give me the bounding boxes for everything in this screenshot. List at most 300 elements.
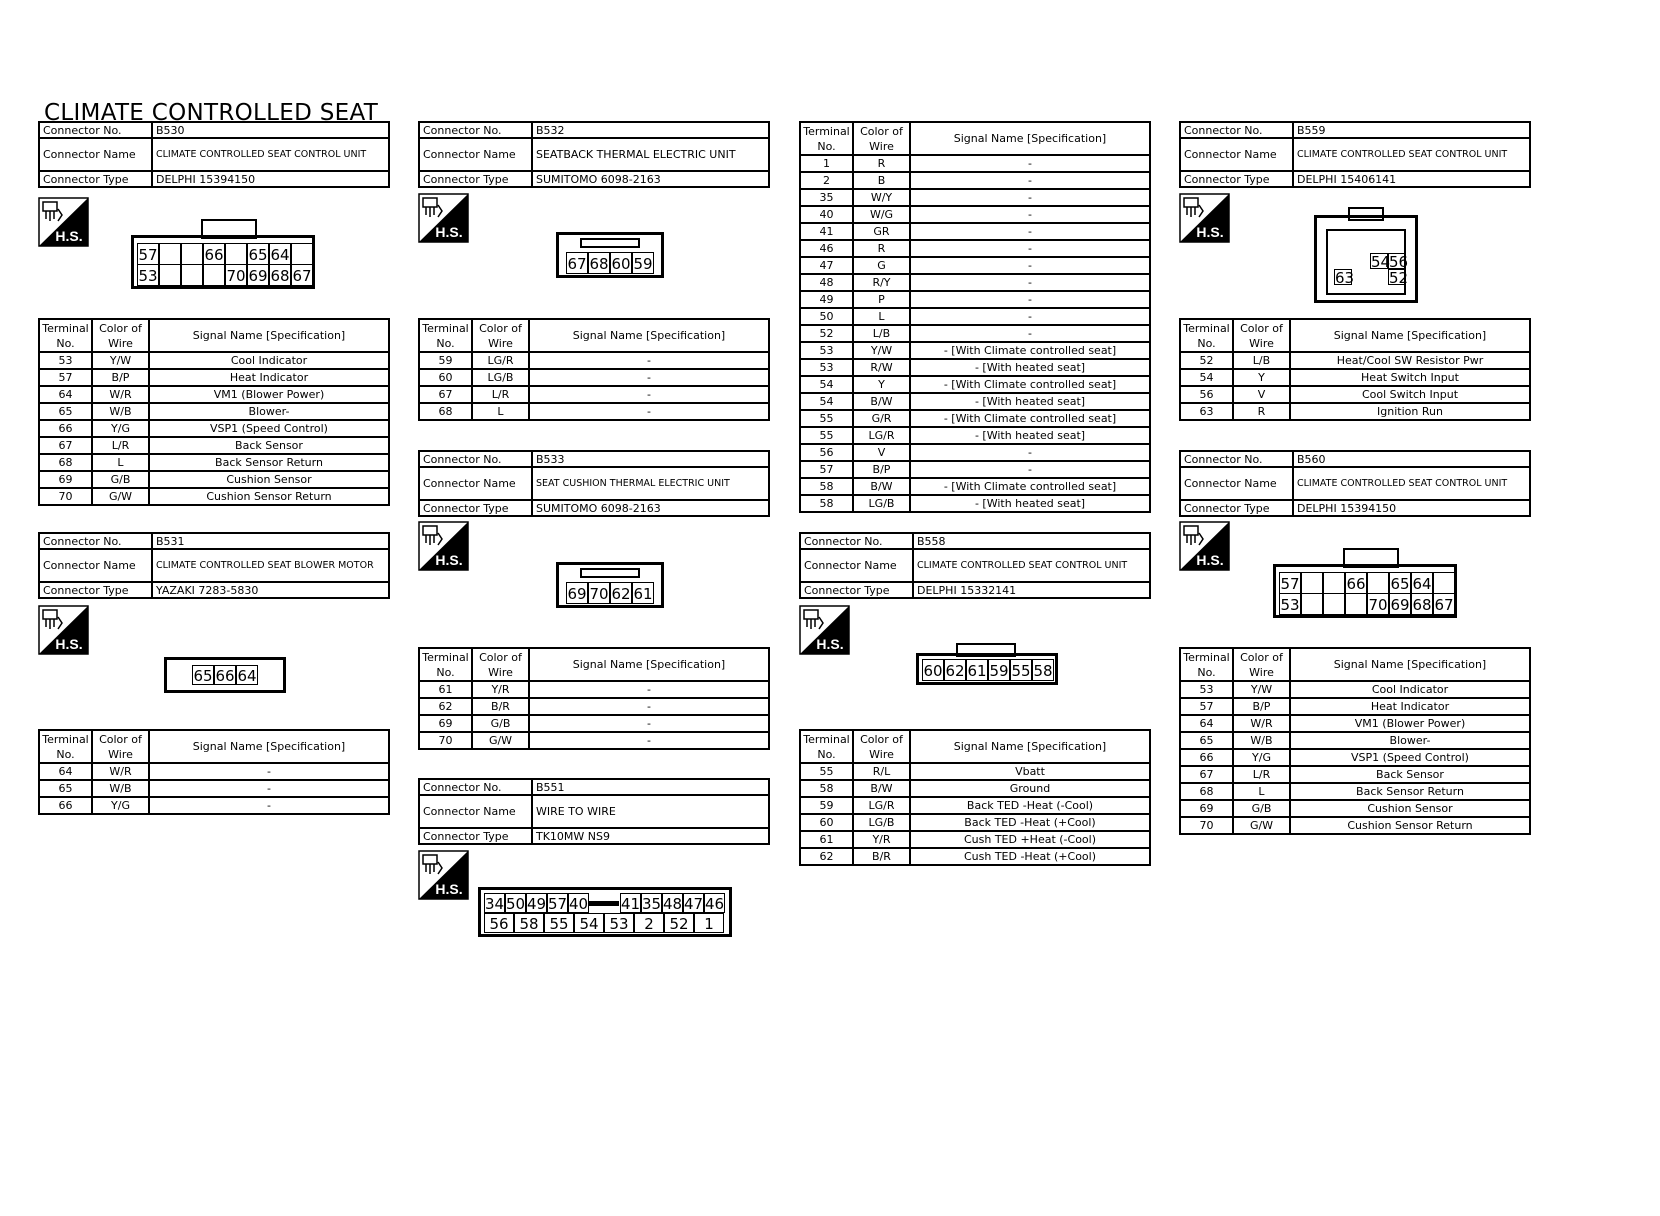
label-connector-no: Connector No. — [419, 122, 532, 138]
table-row — [800, 240, 1150, 257]
wire-color-cell: B/R — [472, 698, 529, 715]
connector-name: CLIMATE CONTROLLED SEAT CONTROL UNIT — [152, 138, 389, 171]
terminal-table-b558 — [799, 729, 1151, 866]
terminal-no-cell: 70 — [419, 732, 472, 749]
pin-cell — [291, 243, 313, 265]
table-row — [1180, 403, 1530, 420]
table-row — [39, 369, 389, 386]
wire-color-cell: W/B — [92, 780, 149, 797]
connector-info-b551 — [418, 778, 770, 845]
terminal-no-cell: 67 — [1180, 766, 1233, 783]
header-signal-name: Signal Name [Specification] — [910, 122, 1150, 155]
label-connector-type: Connector Type — [1180, 171, 1293, 187]
signal-name-cell: - — [529, 369, 769, 386]
connector-housing — [580, 568, 640, 578]
terminal-no-cell: 48 — [800, 274, 853, 291]
signal-name-cell: - — [910, 155, 1150, 172]
table-row — [800, 763, 1150, 780]
terminal-no-cell: 1 — [800, 155, 853, 172]
terminal-table-b532 — [418, 318, 770, 421]
signal-name-cell: Blower- — [149, 403, 389, 420]
connector-no: B558 — [913, 533, 1150, 549]
connector-face-b530 — [131, 219, 317, 289]
signal-name-cell: - — [910, 291, 1150, 308]
table-row — [1180, 681, 1530, 698]
wire-color-cell: LG/B — [472, 369, 529, 386]
wire-color-cell: Y/W — [92, 352, 149, 369]
table-row — [800, 427, 1150, 444]
table-row — [800, 223, 1150, 240]
header-color-of-wire: Color of Wire — [853, 122, 910, 155]
terminal-no-cell: 65 — [39, 780, 92, 797]
page-title: CLIMATE CONTROLLED SEAT — [44, 100, 379, 126]
terminal-no-cell: 47 — [800, 257, 853, 274]
pin-cell — [1323, 572, 1345, 594]
wire-color-cell: B — [853, 172, 910, 189]
wire-color-cell: Y — [853, 376, 910, 393]
header-color-of-wire: Color of Wire — [92, 730, 149, 763]
wire-color-cell: W/Y — [853, 189, 910, 206]
table-row — [419, 698, 769, 715]
hs-badge-text: H.S. — [55, 228, 83, 244]
terminal-no-cell: 40 — [800, 206, 853, 223]
pin-cell: 64 — [1411, 572, 1433, 594]
hs-badge-text: H.S. — [816, 636, 844, 652]
pin-cell — [1301, 572, 1323, 594]
terminal-no-cell: 58 — [800, 780, 853, 797]
terminal-no-cell: 60 — [419, 369, 472, 386]
pin-cell: 52 — [1389, 269, 1409, 287]
signal-name-cell: - [With Climate controlled seat] — [910, 478, 1150, 495]
label-connector-name: Connector Name — [419, 795, 532, 828]
table-row — [800, 257, 1150, 274]
label-connector-no: Connector No. — [39, 533, 152, 549]
signal-name-cell: Heat/Cool SW Resistor Pwr — [1290, 352, 1530, 369]
label-connector-name: Connector Name — [419, 467, 532, 500]
connector-name: SEATBACK THERMAL ELECTRIC UNIT — [532, 138, 769, 171]
terminal-no-cell: 69 — [39, 471, 92, 488]
header-terminal-no: Terminal No. — [800, 730, 853, 763]
connector-type: DELPHI 15394150 — [152, 171, 389, 187]
terminal-no-cell: 57 — [1180, 698, 1233, 715]
terminal-no-cell: 62 — [800, 848, 853, 865]
pin-cell: 49 — [527, 895, 547, 913]
signal-name-cell: - — [529, 403, 769, 420]
pin-cell: 69 — [1389, 593, 1411, 615]
wire-color-cell: G/W — [1233, 817, 1290, 834]
signal-name-cell: - — [910, 189, 1150, 206]
wire-color-cell: L/R — [1233, 766, 1290, 783]
signal-name-cell: Back Sensor Return — [149, 454, 389, 471]
wire-color-cell: G/W — [472, 732, 529, 749]
connector-info-b558 — [799, 532, 1151, 599]
signal-name-cell: - — [529, 732, 769, 749]
wire-color-cell: B/W — [853, 393, 910, 410]
table-row — [39, 454, 389, 471]
pin-cell: 59 — [988, 659, 1010, 681]
terminal-no-cell: 53 — [1180, 681, 1233, 698]
wire-color-cell: L — [1233, 783, 1290, 800]
signal-name-cell: - — [910, 240, 1150, 257]
hs-badge-text: H.S. — [435, 881, 463, 897]
pin-cell: 47 — [684, 895, 704, 913]
table-row — [1180, 386, 1530, 403]
pin-cell: 70 — [1367, 593, 1389, 615]
table-row — [800, 831, 1150, 848]
signal-name-cell: - — [149, 797, 389, 814]
terminal-no-cell: 60 — [800, 814, 853, 831]
pin-cell: 40 — [569, 895, 589, 913]
pin-cell: 65 — [193, 667, 213, 685]
connector-housing — [956, 643, 1016, 657]
wire-color-cell: Y/G — [92, 420, 149, 437]
table-row — [800, 308, 1150, 325]
terminal-no-cell: 66 — [39, 797, 92, 814]
label-connector-type: Connector Type — [39, 171, 152, 187]
pin-cell — [1433, 572, 1455, 594]
table-row — [1180, 766, 1530, 783]
pin-cell: 35 — [642, 895, 662, 913]
label-connector-name: Connector Name — [39, 549, 152, 582]
wire-color-cell: Y/G — [92, 797, 149, 814]
pin-cell: 57 — [137, 243, 159, 265]
pin-cell: 67 — [1433, 593, 1455, 615]
pin-cell: 63 — [1335, 269, 1355, 287]
table-row — [39, 780, 389, 797]
wire-color-cell: B/W — [853, 780, 910, 797]
signal-name-cell: - — [910, 461, 1150, 478]
pin-cell — [159, 243, 181, 265]
pin-cell: 68 — [1411, 593, 1433, 615]
wire-color-cell: Y/W — [853, 342, 910, 359]
pin-cell: 60 — [610, 252, 632, 274]
pin-cell: 55 — [1010, 659, 1032, 681]
wire-color-cell: G/B — [92, 471, 149, 488]
signal-name-cell: Back Sensor — [1290, 766, 1530, 783]
signal-name-cell: Vbatt — [910, 763, 1150, 780]
table-row — [800, 155, 1150, 172]
terminal-table-b533 — [418, 647, 770, 750]
wire-color-cell: W/G — [853, 206, 910, 223]
label-connector-no: Connector No. — [39, 122, 152, 138]
signal-name-cell: Cushion Sensor Return — [1290, 817, 1530, 834]
wire-color-cell: G/W — [92, 488, 149, 505]
pin-cell: 61 — [966, 659, 988, 681]
wire-color-cell: Y — [1233, 369, 1290, 386]
pin-cell — [203, 264, 225, 286]
table-row — [419, 369, 769, 386]
terminal-no-cell: 56 — [800, 444, 853, 461]
label-connector-name: Connector Name — [1180, 467, 1293, 500]
label-connector-type: Connector Type — [419, 171, 532, 187]
pin-cell: 69 — [566, 582, 588, 604]
pin-cell: 67 — [566, 252, 588, 274]
table-row — [800, 376, 1150, 393]
terminal-no-cell: 64 — [39, 386, 92, 403]
terminal-no-cell: 68 — [1180, 783, 1233, 800]
signal-name-cell: - — [910, 223, 1150, 240]
label-connector-no: Connector No. — [419, 779, 532, 795]
terminal-no-cell: 67 — [419, 386, 472, 403]
wire-color-cell: G/B — [472, 715, 529, 732]
connector-name: CLIMATE CONTROLLED SEAT CONTROL UNIT — [1293, 467, 1530, 500]
label-connector-type: Connector Type — [39, 582, 152, 598]
signal-name-cell: Heat Indicator — [1290, 698, 1530, 715]
label-connector-name: Connector Name — [39, 138, 152, 171]
terminal-no-cell: 69 — [419, 715, 472, 732]
connector-no: B551 — [532, 779, 769, 795]
connector-info-b530 — [38, 121, 390, 188]
pin-cell: 64 — [269, 243, 291, 265]
harness-side-icon — [38, 197, 89, 247]
signal-name-cell: Heat Switch Input — [1290, 369, 1530, 386]
connector-no: B560 — [1293, 451, 1530, 467]
header-color-of-wire: Color of Wire — [92, 319, 149, 352]
signal-name-cell: - [With heated seat] — [910, 359, 1150, 376]
header-signal-name: Signal Name [Specification] — [529, 648, 769, 681]
wire-color-cell: V — [853, 444, 910, 461]
label-connector-no: Connector No. — [800, 533, 913, 549]
pin-cell: 54 — [574, 913, 604, 933]
signal-name-cell: Blower- — [1290, 732, 1530, 749]
table-row — [1180, 698, 1530, 715]
pin-cell: 52 — [664, 913, 694, 933]
table-row — [39, 763, 389, 780]
connector-no: B532 — [532, 122, 769, 138]
wire-color-cell: L/B — [853, 325, 910, 342]
signal-name-cell: Cushion Sensor — [149, 471, 389, 488]
terminal-no-cell: 53 — [800, 342, 853, 359]
connector-type: YAZAKI 7283-5830 — [152, 582, 389, 598]
harness-side-icon — [418, 521, 469, 571]
connector-housing — [1348, 207, 1384, 221]
terminal-no-cell: 70 — [39, 488, 92, 505]
header-color-of-wire: Color of Wire — [472, 319, 529, 352]
header-signal-name: Signal Name [Specification] — [910, 730, 1150, 763]
harness-side-icon — [38, 605, 89, 655]
signal-name-cell: - — [149, 763, 389, 780]
connector-name: CLIMATE CONTROLLED SEAT CONTROL UNIT — [913, 549, 1150, 582]
table-row — [800, 291, 1150, 308]
terminal-no-cell: 52 — [800, 325, 853, 342]
table-row — [1180, 732, 1530, 749]
table-row — [800, 274, 1150, 291]
pin-cell — [159, 264, 181, 286]
table-row — [419, 352, 769, 369]
connector-info-b559 — [1179, 121, 1531, 188]
table-row — [39, 403, 389, 420]
terminal-table-b530 — [38, 318, 390, 506]
signal-name-cell: VM1 (Blower Power) — [1290, 715, 1530, 732]
pin-cell: 57 — [548, 895, 568, 913]
terminal-table-b560 — [1179, 647, 1531, 835]
wire-color-cell: R/W — [853, 359, 910, 376]
signal-name-cell: - — [529, 386, 769, 403]
connector-info-b560 — [1179, 450, 1531, 517]
signal-name-cell: Cool Switch Input — [1290, 386, 1530, 403]
harness-side-icon — [799, 605, 850, 655]
pin-cell: 58 — [1032, 659, 1054, 681]
hs-badge-text: H.S. — [1196, 224, 1224, 240]
wire-color-cell: LG/R — [853, 427, 910, 444]
signal-name-cell: Heat Indicator — [149, 369, 389, 386]
signal-name-cell: Cushion Sensor — [1290, 800, 1530, 817]
wire-color-cell: B/P — [92, 369, 149, 386]
header-signal-name: Signal Name [Specification] — [149, 730, 389, 763]
terminal-no-cell: 64 — [39, 763, 92, 780]
label-connector-type: Connector Type — [800, 582, 913, 598]
pin-cell: 68 — [269, 264, 291, 286]
terminal-no-cell: 59 — [419, 352, 472, 369]
label-connector-type: Connector Type — [419, 828, 532, 844]
terminal-no-cell: 54 — [1180, 369, 1233, 386]
pin-cell: 70 — [225, 264, 247, 286]
signal-name-cell: VSP1 (Speed Control) — [149, 420, 389, 437]
harness-side-icon — [418, 193, 469, 243]
hs-badge-text: H.S. — [435, 224, 463, 240]
table-row — [39, 386, 389, 403]
header-signal-name: Signal Name [Specification] — [1290, 648, 1530, 681]
table-row — [1180, 817, 1530, 834]
header-terminal-no: Terminal No. — [419, 648, 472, 681]
wire-color-cell: B/R — [853, 848, 910, 865]
label-connector-no: Connector No. — [1180, 122, 1293, 138]
pin-cell — [1301, 593, 1323, 615]
table-row — [39, 471, 389, 488]
pin-cell — [1323, 593, 1345, 615]
hs-badge-text: H.S. — [435, 552, 463, 568]
wire-color-cell: W/R — [92, 386, 149, 403]
header-signal-name: Signal Name [Specification] — [1290, 319, 1530, 352]
terminal-no-cell: 64 — [1180, 715, 1233, 732]
wire-color-cell: R/L — [853, 763, 910, 780]
terminal-no-cell: 56 — [1180, 386, 1233, 403]
pin-cell: 65 — [1389, 572, 1411, 594]
wire-color-cell: L — [92, 454, 149, 471]
header-color-of-wire: Color of Wire — [472, 648, 529, 681]
signal-name-cell: - — [529, 698, 769, 715]
pin-cell: 53 — [604, 913, 634, 933]
signal-name-cell: - — [910, 206, 1150, 223]
connector-info-b532 — [418, 121, 770, 188]
terminal-table-b531 — [38, 729, 390, 815]
table-row — [419, 386, 769, 403]
harness-side-icon — [418, 850, 469, 900]
table-row — [1180, 369, 1530, 386]
pin-cell: 2 — [634, 913, 664, 933]
pin-cell: 48 — [663, 895, 683, 913]
table-row — [800, 780, 1150, 797]
terminal-no-cell: 65 — [1180, 732, 1233, 749]
terminal-no-cell: 66 — [1180, 749, 1233, 766]
connector-housing — [580, 238, 640, 248]
signal-name-cell: - — [910, 274, 1150, 291]
connector-type: SUMITOMO 6098-2163 — [532, 500, 769, 516]
header-terminal-no: Terminal No. — [39, 730, 92, 763]
signal-name-cell: - [With heated seat] — [910, 393, 1150, 410]
pin-cell: 58 — [514, 913, 544, 933]
label-connector-type: Connector Type — [1180, 500, 1293, 516]
hs-badge-text: H.S. — [55, 636, 83, 652]
terminal-no-cell: 63 — [1180, 403, 1233, 420]
wire-color-cell: L — [472, 403, 529, 420]
pin-cell: 53 — [137, 264, 159, 286]
terminal-no-cell: 46 — [800, 240, 853, 257]
connector-info-b533 — [418, 450, 770, 517]
pin-cell: 69 — [247, 264, 269, 286]
header-color-of-wire: Color of Wire — [1233, 319, 1290, 352]
header-signal-name: Signal Name [Specification] — [149, 319, 389, 352]
table-row — [800, 461, 1150, 478]
hs-badge-text: H.S. — [1196, 552, 1224, 568]
pin-cell — [225, 243, 247, 265]
terminal-no-cell: 67 — [39, 437, 92, 454]
terminal-no-cell: 68 — [39, 454, 92, 471]
wire-color-cell: B/W — [853, 478, 910, 495]
table-row — [800, 444, 1150, 461]
pin-cell: 60 — [922, 659, 944, 681]
wire-color-cell: Y/W — [1233, 681, 1290, 698]
pin-cell: 66 — [203, 243, 225, 265]
label-connector-name: Connector Name — [800, 549, 913, 582]
header-terminal-no: Terminal No. — [1180, 319, 1233, 352]
connector-face-b560 — [1273, 548, 1459, 618]
header-color-of-wire: Color of Wire — [853, 730, 910, 763]
pin-cell — [181, 264, 203, 286]
signal-name-cell: - — [149, 780, 389, 797]
table-row — [39, 488, 389, 505]
table-row — [800, 189, 1150, 206]
header-terminal-no: Terminal No. — [419, 319, 472, 352]
pin-cell: 61 — [632, 582, 654, 604]
terminal-no-cell: 52 — [1180, 352, 1233, 369]
table-row — [800, 359, 1150, 376]
signal-name-cell: Back Sensor — [149, 437, 389, 454]
connector-type: SUMITOMO 6098-2163 — [532, 171, 769, 187]
header-color-of-wire: Color of Wire — [1233, 648, 1290, 681]
signal-name-cell: Ground — [910, 780, 1150, 797]
signal-name-cell: Cushion Sensor Return — [149, 488, 389, 505]
table-row — [1180, 352, 1530, 369]
pin-cell — [1367, 572, 1389, 594]
wire-color-cell: W/R — [1233, 715, 1290, 732]
header-signal-name: Signal Name [Specification] — [529, 319, 769, 352]
signal-name-cell: - — [910, 257, 1150, 274]
table-row — [39, 420, 389, 437]
signal-name-cell: VSP1 (Speed Control) — [1290, 749, 1530, 766]
terminal-no-cell: 53 — [800, 359, 853, 376]
terminal-no-cell: 49 — [800, 291, 853, 308]
signal-name-cell: - — [910, 444, 1150, 461]
table-row — [419, 681, 769, 698]
header-terminal-no: Terminal No. — [800, 122, 853, 155]
header-terminal-no: Terminal No. — [1180, 648, 1233, 681]
connector-type: TK10MW NS9 — [532, 828, 769, 844]
terminal-no-cell: 55 — [800, 410, 853, 427]
table-row — [1180, 800, 1530, 817]
signal-name-cell: - — [529, 681, 769, 698]
connector-face-b559 — [1314, 207, 1418, 303]
pin-cell: 50 — [506, 895, 526, 913]
signal-name-cell: Back TED -Heat (+Cool) — [910, 814, 1150, 831]
pin-cell: 54 — [1371, 253, 1391, 271]
table-row — [800, 814, 1150, 831]
terminal-no-cell: 2 — [800, 172, 853, 189]
pin-cell: 65 — [247, 243, 269, 265]
connector-face-b533 — [556, 562, 664, 610]
terminal-no-cell: 54 — [800, 393, 853, 410]
table-row — [800, 325, 1150, 342]
